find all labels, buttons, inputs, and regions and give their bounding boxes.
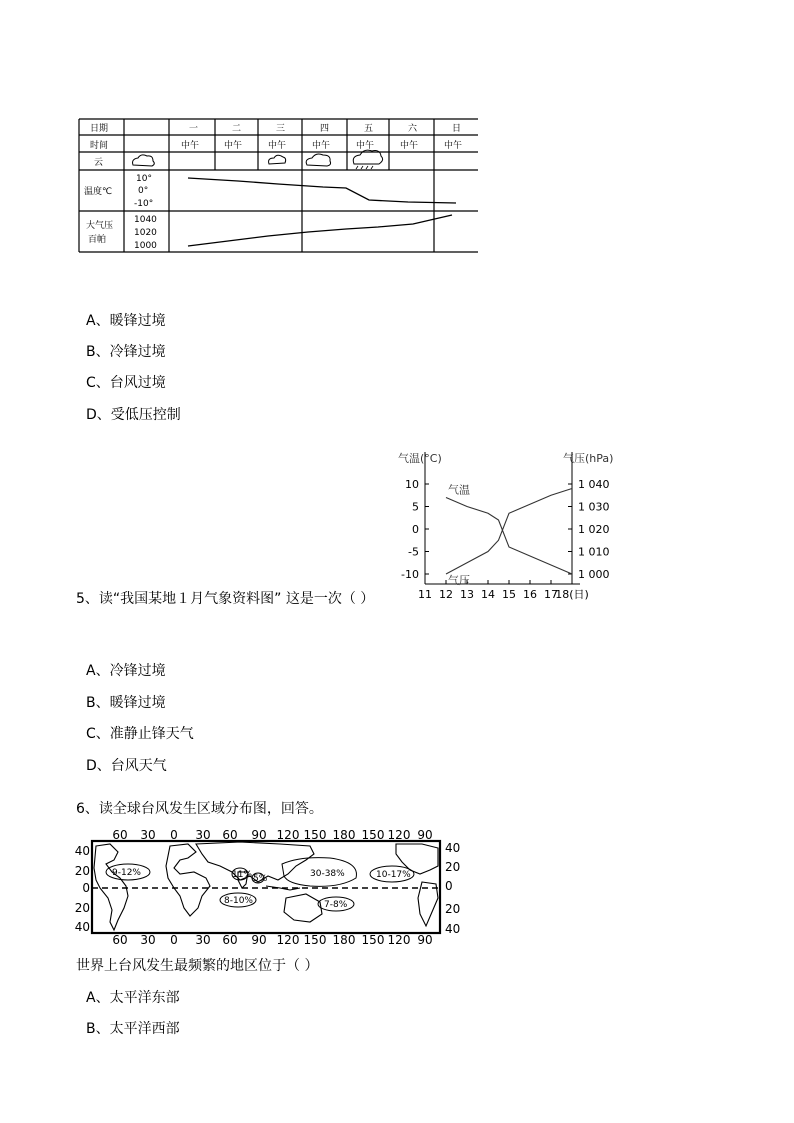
row-label-time: 时间 bbox=[90, 141, 109, 151]
continent-africa bbox=[166, 844, 210, 916]
day-label: 二 bbox=[232, 124, 242, 134]
pressure-tick: 1040 bbox=[134, 215, 157, 225]
cloud-icon bbox=[306, 154, 330, 166]
lon-label: 120 bbox=[276, 933, 300, 946]
lon-label: 30 bbox=[195, 933, 211, 946]
lon-label: 60 bbox=[112, 828, 128, 842]
region-label: 30-38% bbox=[310, 869, 345, 879]
time-label: 中午 bbox=[268, 141, 287, 151]
lat-label: 40 bbox=[445, 922, 461, 936]
lon-label: 150 bbox=[303, 828, 327, 842]
q4-option-b: B、冷锋过境 bbox=[86, 344, 166, 360]
lon-label: 120 bbox=[387, 828, 411, 842]
series-label-temperature: 气温 bbox=[448, 483, 470, 497]
lon-label: 150 bbox=[361, 828, 385, 842]
cloud-icon bbox=[133, 155, 155, 166]
x-tick-label: 14 bbox=[481, 588, 495, 601]
lat-label: 20 bbox=[445, 860, 461, 874]
series-label-pressure: 气压 bbox=[448, 574, 470, 587]
lat-label: 40 bbox=[445, 841, 461, 855]
region-label: 10-17% bbox=[376, 870, 411, 880]
day-label: 六 bbox=[408, 124, 418, 134]
temp-tick: -10° bbox=[134, 199, 154, 209]
temp-pressure-chart bbox=[380, 448, 630, 604]
q6-option-b: B、太平洋西部 bbox=[86, 1021, 180, 1037]
time-label: 中午 bbox=[181, 141, 200, 151]
lat-label: 20 bbox=[445, 902, 461, 916]
x-tick-label: 18(日) bbox=[555, 588, 589, 601]
weather-table bbox=[78, 118, 480, 254]
x-tick-label: 17 bbox=[544, 588, 558, 601]
lon-label: 30 bbox=[195, 828, 211, 842]
right-tick-label: 1 000 bbox=[578, 568, 610, 581]
day-label: 五 bbox=[364, 124, 374, 134]
day-label: 一 bbox=[189, 124, 199, 134]
lon-label: 180 bbox=[332, 828, 356, 842]
continent-americas bbox=[94, 844, 128, 930]
q6-option-a: A、太平洋东部 bbox=[86, 990, 180, 1006]
cloud-icon bbox=[269, 155, 286, 164]
series-line-temperature bbox=[446, 498, 572, 575]
q5-option-a: A、冷锋过境 bbox=[86, 663, 166, 679]
left-axis-label: 气温(°C) bbox=[398, 452, 442, 465]
left-tick-label: 0 bbox=[412, 523, 419, 536]
lat-label: 40 bbox=[74, 920, 90, 934]
right-axis-label: 气压(hPa) bbox=[563, 452, 614, 465]
lon-label: 60 bbox=[222, 933, 238, 946]
lat-label: 40 bbox=[74, 844, 90, 858]
lat-label: 0 bbox=[82, 881, 90, 895]
time-label: 中午 bbox=[224, 141, 243, 151]
pressure-line bbox=[188, 215, 452, 246]
row-label-cloud: 云 bbox=[94, 158, 104, 168]
lon-label: 90 bbox=[251, 828, 267, 842]
q6-text: 6、读全球台风发生区域分布图，回答。 bbox=[76, 801, 323, 817]
x-tick-label: 12 bbox=[439, 588, 453, 601]
day-label: 日 bbox=[452, 124, 462, 134]
lon-label: 0 bbox=[170, 828, 178, 842]
right-tick-label: 1 020 bbox=[578, 523, 610, 536]
right-tick-label: 1 040 bbox=[578, 478, 610, 491]
x-tick-label: 15 bbox=[502, 588, 516, 601]
lat-label: 0 bbox=[445, 879, 453, 893]
time-label: 中午 bbox=[444, 141, 463, 151]
left-tick-label: 5 bbox=[412, 500, 419, 514]
pressure-tick: 1020 bbox=[134, 228, 157, 238]
q5-option-d: D、台风天气 bbox=[86, 758, 167, 774]
pressure-tick: 1000 bbox=[134, 241, 157, 251]
region-label: 11% bbox=[232, 870, 253, 880]
lat-label: 20 bbox=[74, 864, 90, 878]
lon-label: 150 bbox=[361, 933, 385, 946]
temp-tick: 10° bbox=[136, 174, 152, 184]
continent-australia bbox=[284, 894, 322, 922]
q5-option-b: B、暖锋过境 bbox=[86, 695, 166, 711]
row-label-pressure-2: 百帕 bbox=[88, 235, 107, 245]
lon-label: 90 bbox=[417, 828, 433, 842]
typhoon-map bbox=[70, 826, 466, 946]
day-label: 四 bbox=[320, 124, 330, 134]
lon-label: 30 bbox=[140, 828, 156, 842]
lon-label: 30 bbox=[140, 933, 156, 946]
lon-label: 90 bbox=[251, 933, 267, 946]
q4-option-d: D、受低压控制 bbox=[86, 407, 181, 423]
left-tick-label: -10 bbox=[401, 568, 419, 581]
region-label: 8-10% bbox=[224, 896, 253, 906]
right-tick-label: 1 030 bbox=[578, 500, 610, 514]
lat-label: 20 bbox=[74, 901, 90, 915]
time-label: 中午 bbox=[356, 141, 375, 151]
lon-label: 180 bbox=[332, 933, 356, 946]
lon-label: 150 bbox=[303, 933, 327, 946]
region-label: 9-12% bbox=[112, 868, 141, 878]
row-label-temp: 温度℃ bbox=[84, 187, 113, 197]
q4-option-a: A、暖锋过境 bbox=[86, 313, 166, 329]
x-tick-label: 13 bbox=[460, 588, 474, 601]
day-label: 三 bbox=[276, 124, 286, 134]
time-label: 中午 bbox=[312, 141, 331, 151]
lon-label: 90 bbox=[417, 933, 433, 946]
temp-tick: 0° bbox=[138, 186, 149, 196]
region-label: 7-8% bbox=[324, 900, 348, 910]
series-line-pressure bbox=[446, 489, 572, 575]
lon-label: 0 bbox=[170, 933, 178, 946]
right-tick-label: 1 010 bbox=[578, 545, 610, 559]
temperature-line bbox=[188, 178, 456, 203]
q5-text: 5、读“我国某地１月气象资料图” 这是一次（ ） bbox=[76, 591, 375, 607]
left-tick-label: -5 bbox=[408, 545, 419, 559]
row-label-pressure-1: 大气压 bbox=[86, 221, 114, 231]
lon-label: 60 bbox=[222, 828, 238, 842]
lon-label: 60 bbox=[112, 933, 128, 946]
lon-label: 120 bbox=[387, 933, 411, 946]
x-tick-label: 16 bbox=[523, 588, 537, 601]
x-tick-label: 11 bbox=[418, 588, 432, 601]
left-tick-label: 10 bbox=[405, 478, 419, 491]
q6-question: 世界上台风发生最频繁的地区位于（ ） bbox=[76, 958, 319, 974]
q5-option-c: C、准静止锋天气 bbox=[86, 726, 194, 742]
lon-label: 120 bbox=[276, 828, 300, 842]
row-label-date: 日期 bbox=[90, 124, 109, 134]
q4-option-c: C、台风过境 bbox=[86, 375, 166, 391]
time-label: 中午 bbox=[400, 141, 419, 151]
region-label: 5% bbox=[253, 874, 268, 884]
